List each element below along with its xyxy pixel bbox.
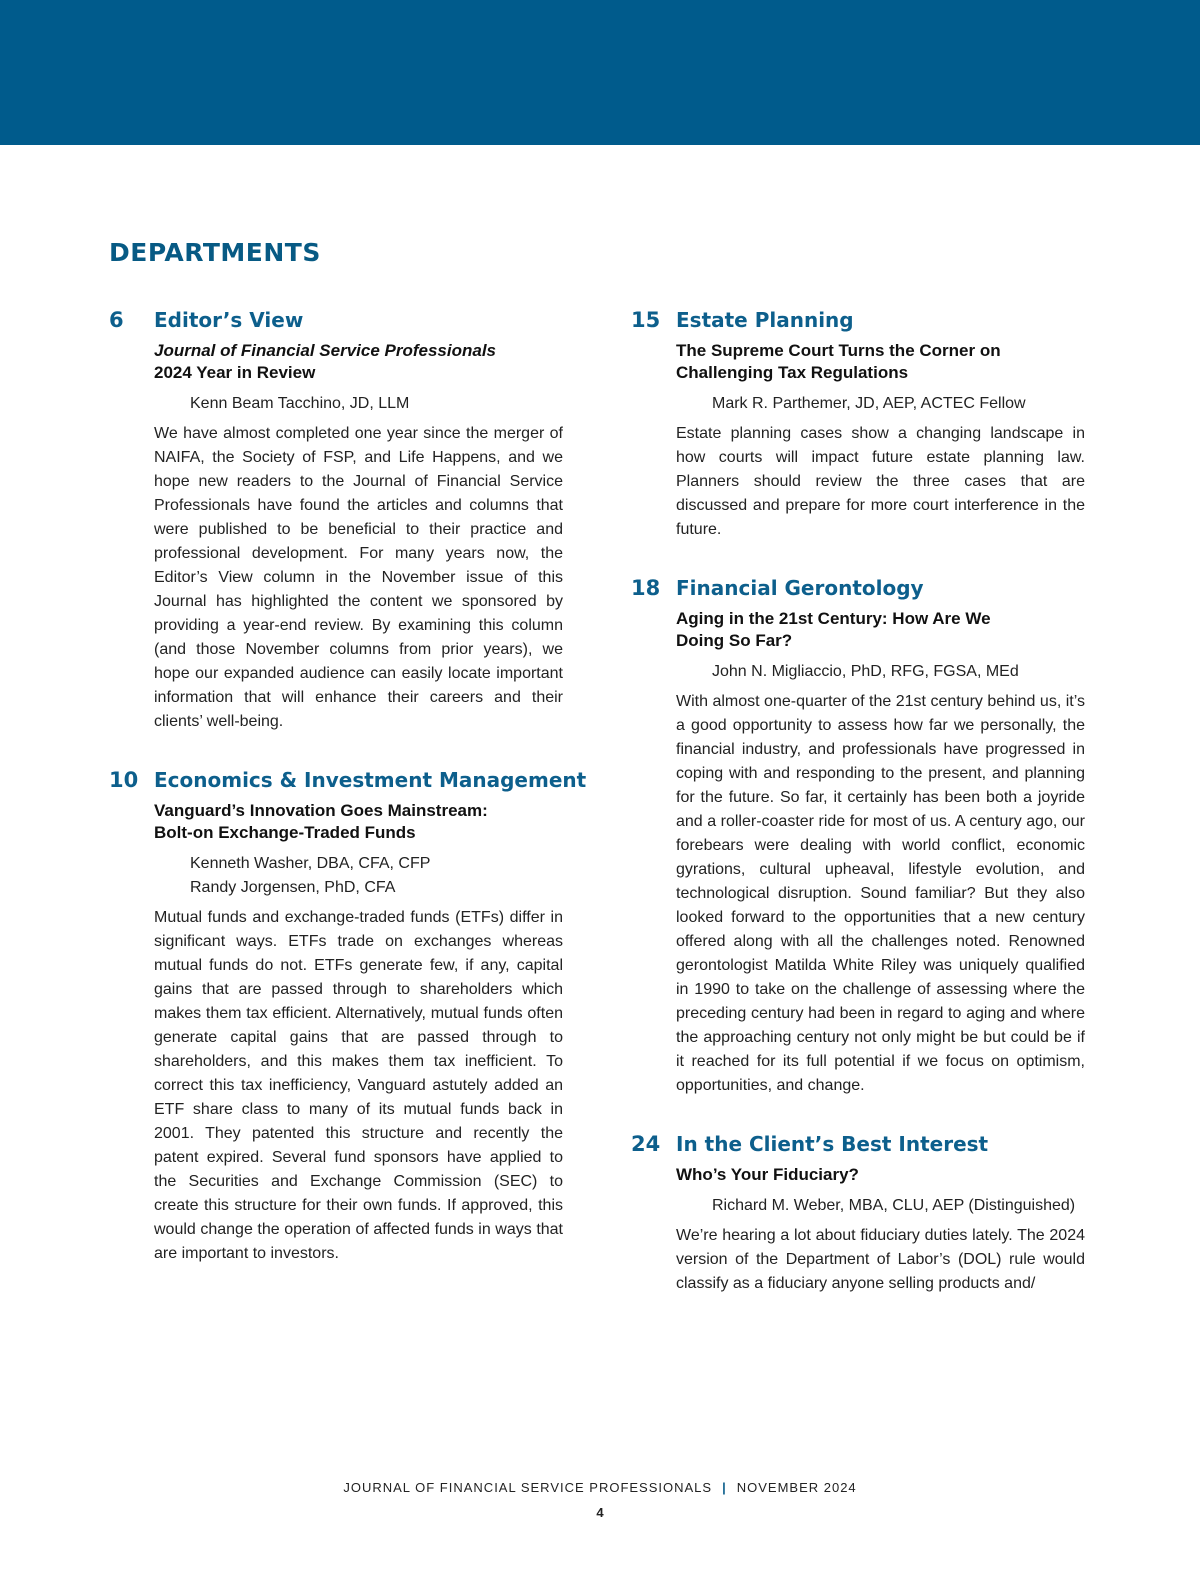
department-entry <box>109 306 563 734</box>
author-list <box>676 1194 1085 1218</box>
department-title[interactable]: In the Client’s Best Interest <box>676 1132 989 1156</box>
author: Randy Jorgensen, PhD, CFA <box>190 879 396 896</box>
author-list <box>154 392 563 416</box>
article-title <box>676 1164 1085 1186</box>
section-title: DEPARTMENTS <box>109 238 321 267</box>
article-summary: With almost one-quarter of the 21st century behind us, it’s a good opportunity to assess how far we personally, the financial industry, and professionals have progressed in coping with and responding to the present, and planning for the future. So far, it certainly has been both a joyride and a roller-coaster ride for most of us. A century ago, our forebears were dealing with world conflict, economic gyrations, cultural upheaval, lifestyle evolution, and technological disruption. Sound familiar? But they also looked forward to the opportunities that a new century offered along with all the challenges noted. Renowned gerontologist Matilda White Riley was uniquely qualified in 1990 to take on the challenge of assessing where the preceding century had been in regard to aging and where the approaching century not only might be but could be if it reached for its full potential if we focus on optimism, opportunities, and change. <box>676 693 1085 1094</box>
author: Kenneth Washer, DBA, CFA, CFP <box>190 855 431 872</box>
article-summary: Mutual funds and exchange-traded funds (ETFs) differ in significant ways. ETFs trade on exchanges whereas mutual funds do not. ETFs generate few, if any, capital gains that are passed through to shareholders which makes them tax efficient. Alternatively, mutual funds often generate capital gains that are passed through to shareholders, and this makes them tax inefficient. To correct this tax inefficiency, Vanguard astutely added an ETF share class to many of its mutual funds back in 2001. They patented this structure and recently the patent expired. Several fund sponsors have applied to the Securities and Exchange Commission (SEC) to create this structure for their own funds. If approved, this would change the operation of affected funds in ways that are important to investors. <box>154 909 563 1262</box>
page-number-ref: 6 <box>109 308 124 332</box>
department-entry <box>109 766 587 1266</box>
author: John N. Migliaccio, PhD, RFG, FGSA, MEd <box>712 663 1019 680</box>
author-list <box>154 852 563 900</box>
author-list <box>676 660 1085 684</box>
department-entry <box>631 1130 1085 1296</box>
department-title[interactable]: Editor’s View <box>154 308 304 332</box>
left-column <box>109 306 587 1298</box>
page-number-ref: 18 <box>631 576 661 600</box>
journal-name: JOURNAL OF FINANCIAL SERVICE PROFESSIONALS <box>343 1480 713 1495</box>
page-number-ref: 24 <box>631 1132 661 1156</box>
issue-date: NOVEMBER 2024 <box>736 1480 857 1495</box>
department-entry <box>631 574 1085 1098</box>
right-column <box>631 306 1085 1328</box>
article-title-line: Challenging Tax Regulations <box>676 363 909 382</box>
article-title-line: The Supreme Court Turns the Corner on <box>676 341 1001 360</box>
department-title[interactable]: Estate Planning <box>676 308 854 332</box>
department-title[interactable]: Economics & Investment Management <box>154 768 587 792</box>
article-title <box>154 800 563 844</box>
page-number-ref: 15 <box>631 308 661 332</box>
article-title-line: 2024 Year in Review <box>154 363 316 382</box>
article-title-line: Vanguard’s Innovation Goes Mainstream: <box>154 801 488 820</box>
page-number: 4 <box>596 1505 604 1520</box>
article-title <box>676 608 1085 652</box>
article-summary: We have almost completed one year since the merger of NAIFA, the Society of FSP, and Life Happens, and we hope new readers to the Journal of Financial Service Professionals have found the articles and columns that were published to be beneficial to their practice and professional development. For many years now, the Editor’s View column in the November issue of this Journal has highlighted the content we sponsored by providing a year-end review. By examining this column (and those November columns from prior years), we hope our expanded audience can easily locate important information that will enhance their careers and their clients’ well-being. <box>154 425 563 730</box>
department-title[interactable]: Financial Gerontology <box>676 576 924 600</box>
author: Mark R. Parthemer, JD, AEP, ACTEC Fellow <box>712 395 1026 412</box>
author-list <box>676 392 1085 416</box>
article-title-line: Journal of Financial Service Professionals <box>154 341 497 360</box>
department-entry <box>631 306 1085 542</box>
header-band <box>0 0 1200 145</box>
article-summary: We’re hearing a lot about fiduciary duties lately. The 2024 version of the Department of Labor’s (DOL) rule would classify as a fiduciary anyone selling products and/ <box>676 1227 1085 1292</box>
article-title-line: Who’s Your Fiduciary? <box>676 1165 859 1184</box>
author: Richard M. Weber, MBA, CLU, AEP (Distinguished) <box>712 1197 1076 1214</box>
article-title <box>676 340 1085 384</box>
article-summary: Estate planning cases show a changing landscape in how courts will impact future estate planning law. Planners should review the three cases that are discussed and prepare for more court interference in the future. <box>676 425 1085 538</box>
article-title-line: Aging in the 21st Century: How Are We <box>676 609 991 628</box>
article-title-line: Doing So Far? <box>676 631 793 650</box>
footer-separator: | <box>722 1480 727 1495</box>
page-footer <box>0 1480 1200 1495</box>
article-title <box>154 340 563 384</box>
article-title-line: Bolt-on Exchange-Traded Funds <box>154 823 416 842</box>
author: Kenn Beam Tacchino, JD, LLM <box>190 395 410 412</box>
page-number-ref: 10 <box>109 768 139 792</box>
